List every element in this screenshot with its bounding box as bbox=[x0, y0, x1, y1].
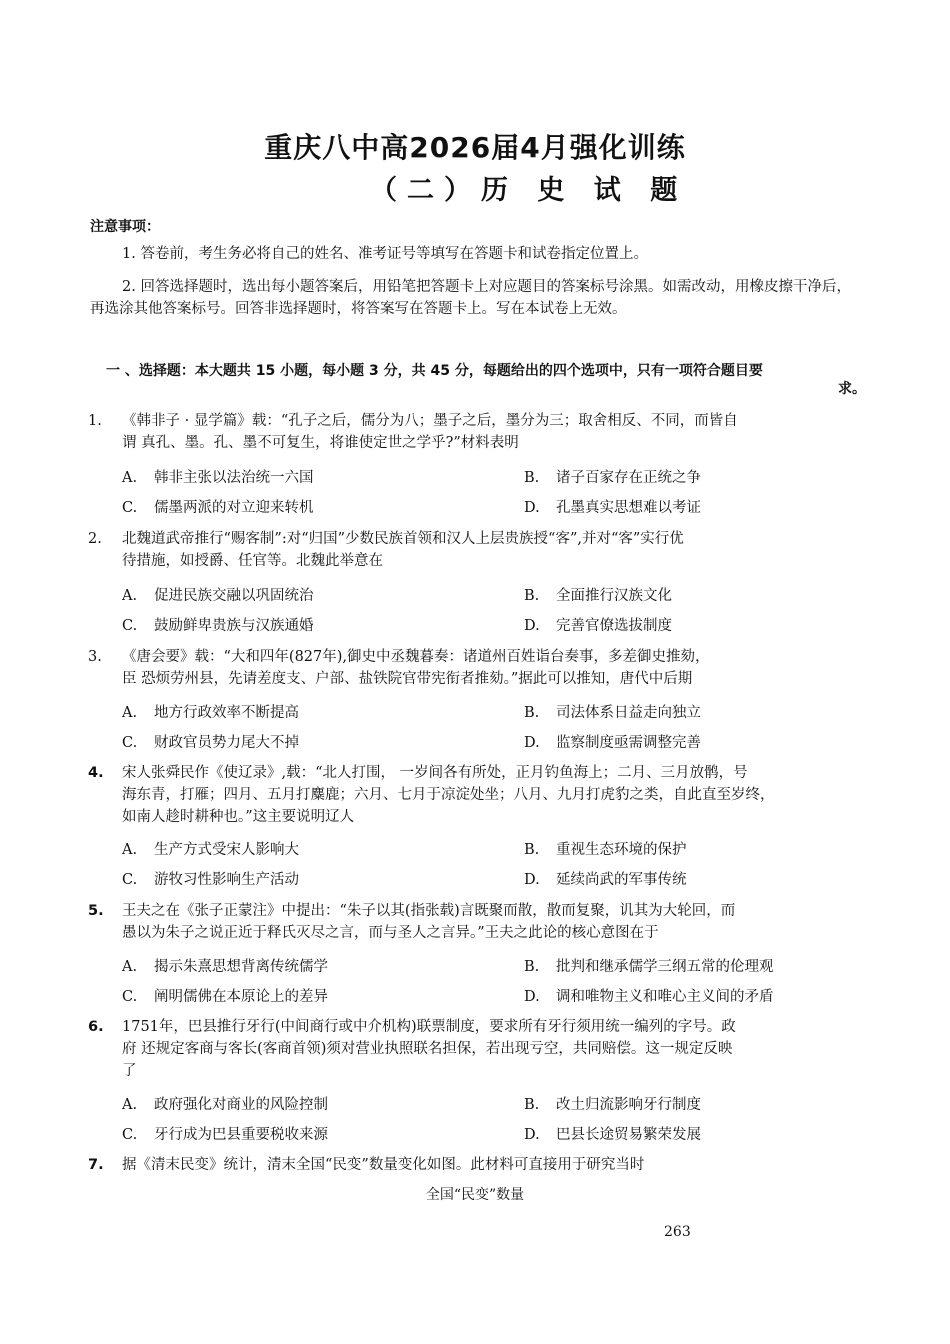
question-text-line3: 了 bbox=[122, 1063, 137, 1079]
option-5c[interactable]: C. 阐明儒佛在本原论上的差异 bbox=[122, 989, 328, 1005]
option-3d[interactable]: D. 监察制度亟需调整完善 bbox=[524, 735, 701, 751]
question-number: 2. bbox=[88, 531, 102, 547]
option-6a[interactable]: A. 政府强化对商业的风险控制 bbox=[122, 1097, 328, 1113]
question-6 bbox=[88, 1016, 860, 1082]
option-2b[interactable]: B. 全面推行汉族文化 bbox=[524, 588, 672, 604]
option-1a[interactable]: A. 韩非主张以法治统一六国 bbox=[122, 470, 314, 486]
question-text-line2: 府 还规定客商与客长(客商首领)须对营业执照联名担保，若出现亏空，共同赔偿。这一规定反映 bbox=[122, 1041, 733, 1057]
question-7 bbox=[88, 1154, 860, 1176]
question-number: 4. bbox=[88, 765, 104, 781]
question-number: 5. bbox=[88, 903, 104, 919]
question-text-line2: 谓 真孔、墨。孔、墨不可复生，将谁使定世之学乎?”材料表明 bbox=[122, 435, 519, 451]
option-1b[interactable]: B. 诸子百家存在正统之争 bbox=[524, 470, 701, 486]
section-heading bbox=[106, 362, 866, 398]
question-3 bbox=[88, 646, 860, 690]
option-2d[interactable]: D. 完善官僚选拔制度 bbox=[524, 618, 672, 634]
option-4c[interactable]: C. 游牧习性影响生产活动 bbox=[122, 872, 299, 888]
question-text-line2: 待措施，如授爵、任官等。北魏此举意在 bbox=[122, 553, 383, 569]
question-text-line1: 《韩非子 · 显学篇》载：“孔子之后，儒分为八；墨子之后，墨分为三；取舍相反、不同，而皆自 bbox=[122, 413, 738, 429]
option-4a[interactable]: A. 生产方式受宋人影响大 bbox=[122, 842, 299, 858]
option-6d[interactable]: D. 巴县长途贸易繁荣发展 bbox=[524, 1127, 701, 1143]
notes-heading: 注意事项： bbox=[90, 219, 160, 235]
question-text-line2: 臣 恐烦劳州县，先请差度支、户部、盐铁院官带宪衔者推劾。”据此可以推知，唐代中后期 bbox=[122, 671, 693, 687]
question-text-line3: 如南人趁时耕种也。”这主要说明辽人 bbox=[122, 809, 355, 825]
option-5b[interactable]: B. 批判和继承儒学三纲五常的伦理观 bbox=[524, 959, 774, 975]
option-2a[interactable]: A. 促进民族交融以巩固统治 bbox=[122, 588, 314, 604]
question-text-line1: 1751年，巴县推行牙行(中间商行或中介机构)联票制度，要求所有牙行须用统一编列的字号。政 bbox=[122, 1019, 736, 1035]
notes-item-1: 1. 答卷前，考生务必将自己的姓名、准考证号等填写在答题卡和试卷指定位置上。 bbox=[122, 246, 648, 262]
question-number: 3. bbox=[88, 649, 102, 665]
question-2 bbox=[88, 528, 860, 572]
question-number: 1. bbox=[88, 413, 102, 429]
question-number: 7. bbox=[88, 1157, 104, 1173]
question-text-line1: 宋人张舜民作《使辽录》,载：“北人打围， 一岁间各有所处，正月钓鱼海上；二月、三月放鹘，号 bbox=[122, 765, 748, 781]
section-heading-line1: 一 、选择题：本大题共 15 小题，每小题 3 分，共 45 分，每题给出的四个选项中，只有一项符合题目要 bbox=[106, 363, 763, 379]
chart-caption: 全国“民变”数量 bbox=[425, 1187, 525, 1203]
page-number: 263 bbox=[664, 1224, 691, 1240]
section-heading-line2: 求。 bbox=[838, 381, 866, 397]
option-6b[interactable]: B. 改土归流影响牙行制度 bbox=[524, 1097, 701, 1113]
question-text-line2: 愚以为朱子之说正近于释氏灭尽之言，而与圣人之言异。”王夫之此论的核心意图在于 bbox=[122, 925, 659, 941]
option-3c[interactable]: C. 财政官员势力尾大不掉 bbox=[122, 735, 299, 751]
option-1d[interactable]: D. 孔墨真实思想难以考证 bbox=[524, 500, 701, 516]
option-3a[interactable]: A. 地方行政效率不断提高 bbox=[122, 705, 299, 721]
question-text-line2: 海东青，打雁；四月、五月打麋鹿；六月、七月于凉淀处坐；八月、九月打虎豹之类，自此直至岁终， bbox=[122, 787, 775, 803]
option-2c[interactable]: C. 鼓励鲜卑贵族与汉族通婚 bbox=[122, 618, 314, 634]
notes-item-2: 2. 回答选择题时，选出每小题答案后，用铅笔把答题卡上对应题目的答案标号涂黑。如需改动，用橡皮擦干净后，再选涂其他答案标号。回答非选择题时，将答案写在答题卡上。写在本试卷上无效。 bbox=[90, 279, 851, 317]
question-4 bbox=[88, 762, 860, 828]
option-5d[interactable]: D. 调和唯物主义和唯心主义间的矛盾 bbox=[524, 989, 774, 1005]
question-1 bbox=[88, 410, 860, 454]
question-5 bbox=[88, 900, 860, 944]
option-5a[interactable]: A. 揭示朱熹思想背离传统儒学 bbox=[122, 959, 328, 975]
question-text-line1: 据《清末民变》统计，清末全国“民变”数量变化如图。此材料可直接用于研究当时 bbox=[122, 1157, 645, 1173]
question-text-line1: 《唐会要》载：“大和四年(827年),御史中丞魏暮奏：诸道州百姓诣台奏事，多差御史推劾， bbox=[122, 649, 710, 665]
option-4d[interactable]: D. 延续尚武的军事传统 bbox=[524, 872, 687, 888]
option-1c[interactable]: C. 儒墨两派的对立迎来转机 bbox=[122, 500, 314, 516]
question-number: 6. bbox=[88, 1019, 104, 1035]
exam-title: 重庆八中高2026届4月强化训练 bbox=[264, 131, 686, 164]
exam-subtitle: （二）历 史 试 题 bbox=[370, 175, 688, 206]
question-text-line1: 王夫之在《张子正蒙注》中提出：“朱子以其(指张载)言既聚而散，散而复聚，讥其为大轮回，而 bbox=[122, 903, 736, 919]
option-4b[interactable]: B. 重视生态环境的保护 bbox=[524, 842, 687, 858]
question-text-line1: 北魏道武帝推行“赐客制”:对“归国”少数民族首领和汉人上层贵族授“客”,并对“客”实行优 bbox=[122, 531, 684, 547]
option-6c[interactable]: C. 牙行成为巴县重要税收来源 bbox=[122, 1127, 328, 1143]
option-3b[interactable]: B. 司法体系日益走向独立 bbox=[524, 705, 701, 721]
